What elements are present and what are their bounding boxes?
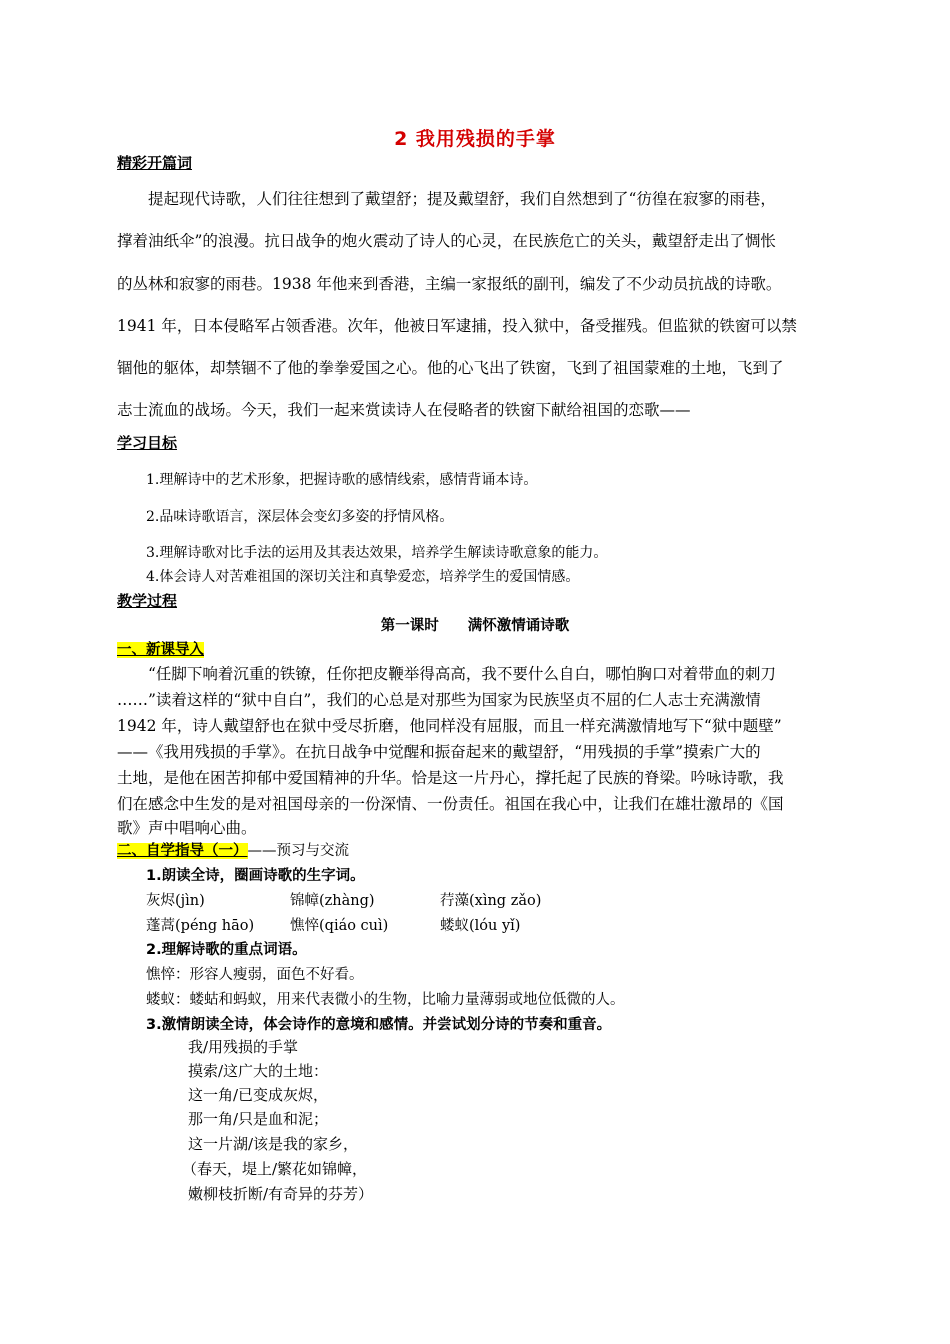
intro-line: 提起现代诗歌，人们往往想到了戴望舒；提及戴望舒，我们自然想到了“彷徨在寂寥的雨巷， (117, 190, 776, 208)
vocab-item: 灰烬(jìn) (146, 893, 205, 909)
page-title: 2 我用残损的手掌 (394, 128, 556, 150)
intro-line: 志士流血的战场。今天，我们一起来赏读诗人在侵略者的铁窗下献给祖国的恋歌—— (117, 401, 691, 419)
part1-heading (117, 638, 204, 659)
part1-line: 土地，是他在困苦抑郁中爱国精神的升华。恰是这一片丹心，撑托起了民族的脊梁。吟咏诗歌，我 (117, 769, 784, 787)
poem-line: 嫩柳枝折断/有奇异的芬芳） (188, 1185, 374, 1203)
goal-item: 1.理解诗中的艺术形象，把握诗歌的感情线索，感情背诵本诗。 (146, 472, 538, 488)
part2-heading-text: 二、自学指导（一） (117, 843, 248, 859)
goal-item: 4.体会诗人对苦难祖国的深切关注和真挚爱恋，培养学生的爱国情感。 (146, 569, 580, 585)
part1-line: “任脚下响着沉重的铁镣，任你把皮鞭举得高高，我不要什么自白，哪怕胸口对着带血的刺刀 (117, 665, 776, 683)
vocab-item: 锦幛(zhàng) (290, 893, 375, 909)
part1-line: ……”读着这样的“狱中自白”，我们的心总是对那些为国家为民族坚贞不屈的仁人志士充满激情 (117, 691, 761, 709)
vocab-item: 憔悴(qiáo cuì) (290, 918, 389, 934)
vocab-item: 蝼蚁(lóu yǐ) (440, 918, 521, 934)
intro-line: 撑着油纸伞”的浪漫。抗日战争的炮火震动了诗人的心灵，在民族危亡的关头，戴望舒走出了惆怅 (117, 232, 776, 250)
poem-line: 摸索/这广大的土地： (188, 1062, 329, 1080)
part2-heading (117, 839, 349, 860)
intro-line: 1941 年，日本侵略军占领香港。次年，他被日军逮捕，投入狱中，备受摧残。但监狱的铁窗可以禁 (117, 317, 797, 335)
vocab-item: 蓬蒿(péng hāo) (146, 918, 255, 934)
definition-item: 憔悴：形容人瘦弱，面色不好看。 (146, 967, 364, 983)
intro-heading: 精彩开篇词 (117, 154, 193, 172)
poem-line: 那一角/只是血和泥； (188, 1110, 329, 1128)
part1-line: 们在感念中生发的是对祖国母亲的一份深情、一份责任。祖国在我心中，让我们在雄壮激昂的《国 (117, 795, 784, 813)
poem-line: 这一片湖/该是我的家乡， (188, 1135, 359, 1153)
vocab-item: 荇藻(xìng zǎo) (440, 893, 542, 909)
part2-heading-rest: ——预习与交流 (247, 843, 349, 859)
goals-heading: 学习目标 (117, 434, 178, 452)
intro-line: 锢他的躯体，却禁锢不了他的拳拳爱国之心。他的心飞出了铁窗，飞到了祖国蒙难的土地，飞到了 (117, 359, 784, 377)
step-2: 2.理解诗歌的重点词语。 (146, 942, 307, 958)
lesson-title: 第一课时 满怀激情诵诗歌 (380, 618, 570, 634)
part1-line: 歌》声中唱响心曲。 (117, 819, 257, 837)
part1-line: ——《我用残损的手掌》。在抗日战争中觉醒和振奋起来的戴望舒，“用残损的手掌”摸索广大的 (117, 743, 761, 761)
process-heading: 教学过程 (117, 592, 178, 610)
intro-line: 的丛林和寂寥的雨巷。1938 年他来到香港，主编一家报纸的副刊，编发了不少动员抗战的诗歌。 (117, 275, 782, 293)
goal-item: 3.理解诗歌对比手法的运用及其表达效果，培养学生解读诗歌意象的能力。 (146, 545, 608, 561)
goal-item: 2.品味诗歌语言，深层体会变幻多姿的抒情风格。 (146, 509, 454, 525)
step-3: 3.激情朗读全诗，体会诗作的意境和感情。并尝试划分诗的节奏和重音。 (146, 1017, 612, 1033)
step-1: 1.朗读全诗，圈画诗歌的生字词。 (146, 868, 365, 884)
part1-line: 1942 年，诗人戴望舒也在狱中受尽折磨，他同样没有屈服，而且一样充满激情地写下“狱中题壁” (117, 717, 782, 735)
part1-heading-text: 一、新课导入 (117, 642, 204, 658)
poem-line: 我/用残损的手掌 (188, 1038, 299, 1056)
poem-line: 这一角/已变成灰烬， (188, 1086, 329, 1104)
definition-item: 蝼蚁：蝼蛄和蚂蚁，用来代表微小的生物，比喻力量薄弱或地位低微的人。 (146, 992, 625, 1008)
poem-line: （春天，堤上/繁花如锦幛， (182, 1160, 368, 1178)
